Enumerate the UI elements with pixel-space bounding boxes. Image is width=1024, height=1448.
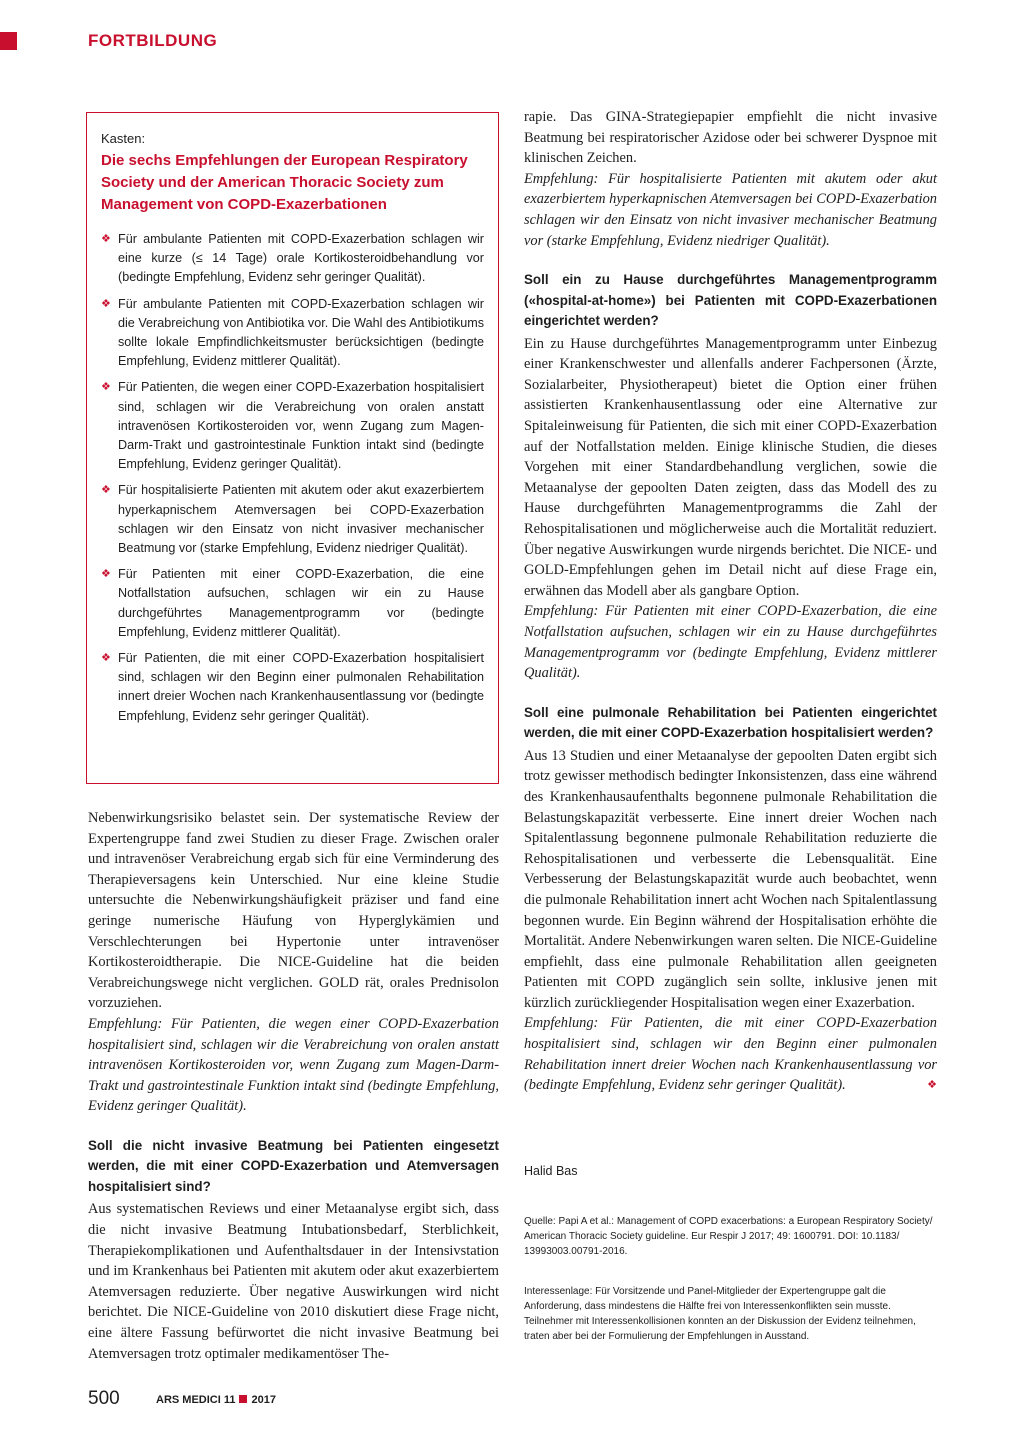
body-paragraph: Ein zu Hause durchgeführtes Managementprogramm unter Einbezug einer Krankenschwester und allenfalls anderer Fachpersonen (Ärzte, Sozialarbeiter, Physiotherapeut) bietet die Option einer frühen assistierten Krankenhausentlassung oder eine Alternative zur Spitaleinweisung für Patienten, die sich mit einer COPD-Exazerbation auf der Notfallstation melden. Einige klinische Studien, die dieses Vorgehen mit einer Standardbehandlung verglichen, sowie die Metaanalyse der gepoolten Daten zeigten, dass das Modell des zu Hause durchgeführten Managementprogramms die Zahl der Rehospitalisationen und möglicherweise auch die Mortalität reduziert. Über negative Auswirkungen wurde nirgends berichtet. Die NICE- und GOLD-Empfehlungen gehen im Detail nicht auf diese Frage ein, erwähnen das Modell aber als gangbare Option. <box>524 335 937 599</box>
section-color-marker <box>0 32 17 50</box>
recommendation-text: Für Patienten, die mit einer COPD-Exazerbation hospitalisiert sind, schlagen wir den Beginn einer pulmonalen Rehabilitation innert dreier Wochen nach Krankenhausentlassung vor (bedingte Empfehlung, Evidenz sehr geringer Qualität). <box>118 651 484 723</box>
recommendation-paragraph: Empfehlung: Für Patienten mit einer COPD-Exazerbation, die eine Notfallstation aufsuchen, schlagen wir ein zu Hause durchgeführtes Managementprogramm vor (bedingte Empfehlung, Evidenz mittlerer Qualität). <box>524 603 937 682</box>
diamond-bullet-icon: ❖ <box>101 297 111 310</box>
conflict-of-interest-note: Interessenlage: Für Vorsitzende und Panel-Mitglieder der Expertengruppe galt die Anforderung, dass mindestens die Hälfte frei von Interessenkonflikten sein musste. Teilnehmer mit Interessenkollisionen konnten an der Diskussion der Evidenz teilnehmen, traten aber bei der Formulierung der Empfehlungen in Ausstand. <box>524 1286 916 1342</box>
end-of-article-icon: ❖ <box>927 1079 937 1092</box>
diamond-bullet-icon: ❖ <box>101 652 111 665</box>
diamond-bullet-icon: ❖ <box>101 233 111 245</box>
source-note: Quelle: Papi A et al.: Management of COPD exacerbations: a European Respiratory Society/ American Thoracic Society guideline. Eur Respir J 2017; 49: 1600791. DOI: 10.1183/ 13993003.00791-2016. <box>524 1216 933 1257</box>
recommendation-item <box>101 649 484 726</box>
box-title: Die sechs Empfehlungen der European Respiratory Society und der American Thoracic Society zum Management von COPD-Exazerbationen <box>101 152 468 213</box>
recommendation-text: Für hospitalisierte Patienten mit akutem oder akut exazerbiertem hyperkapnischem Atemversagen bei COPD-Exazerbation schlagen wir den Einsatz von nicht invasiver mechanischer Beatmung vor (starke Empfehlung, Evidenz niedriger Qualität). <box>118 483 484 556</box>
recommendation-list <box>101 230 484 726</box>
author-name: Halid Bas <box>524 1164 578 1178</box>
journal-footer <box>156 1391 276 1409</box>
recommendation-item <box>101 230 484 288</box>
recommendation-paragraph: Empfehlung: Für Patienten, die wegen einer COPD-Exazerbation hospitalisiert sind, schlagen wir die Verabreichung von oralen anstatt intravenösen Kortikosteroiden vor, wenn Zugang zum Magen-Darm-Trakt und gastrointestinale Funktion intakt sind (bedingte Empfehlung, Evidenz geringer Qualität). <box>88 1015 499 1115</box>
body-paragraph: Aus systematischen Reviews und einer Metaanalyse ergibt sich, dass die nicht invasive Beatmung Intubationsbedarf, Sterblichkeit, Therapiekomplikationen und Aufenthaltsdauer in der Intensivstation und im Krankenhaus bei Patienten mit akutem oder akut exazerbiertem Atemversagen reduzierte. Über negative Auswirkungen wird nicht berichtet. Die NICE-Guideline von 2010 diskutiert diese Frage nicht, eine ältere Fassung befürwortet die nicht invasive Beatmung bei Atemversagen trotz optimaler medikamentöser The- <box>88 1201 499 1362</box>
body-paragraph: Nebenwirkungsrisiko belastet sein. Der systematische Review der Expertengruppe fand zwei Studien zu dieser Frage. Zwischen oraler und intravenöser Verabreichung ergab sich für eine Verminderung des Therapieversagens kein Unterschied. Nur eine kleine Studie untersuchte die Nebenwirkungshäufigkeit präziser und fand eine geringe numerische Häufung von Hyperglykämien und Verschlechterungen bei Hypertonie unter intravenöser Kortikosteroidtherapie. Die NICE-Guideline hat die beiden Verabreichungswege nicht verglichen. GOLD rät, orales Prednisolon vorzuziehen. <box>88 810 499 1012</box>
recommendation-item <box>101 295 484 372</box>
recommendation-item <box>101 378 484 474</box>
body-paragraph: rapie. Das GINA-Strategiepapier empfiehlt die nicht invasive Beatmung bei respiratorischer Azidose oder bei schwerer Dyspnoe mit klinischen Zeichen. <box>524 109 937 167</box>
recommendation-item <box>101 565 484 642</box>
section-heading: Soll eine pulmonale Rehabilitation bei Patienten eingerichtet werden, die mit einer COPD-Exazerbation hospitalisiert werden? <box>524 704 937 741</box>
diamond-bullet-icon: ❖ <box>101 484 111 497</box>
diamond-bullet-icon: ❖ <box>101 568 111 581</box>
body-paragraph: Aus 13 Studien und einer Metaanalyse der gepoolten Daten ergibt sich trotz gewisser methodisch bedingter Inkonsistenzen, dass eine während des Krankenhausaufenthalts begonnene pulmonale Rehabilitation die Belastungskapazität verbesserte. Eine innert dreier Wochen nach Spitalentlassung begonnene pulmonale Rehabilitation reduzierte die Rehospitalisationen und verbesserte die Lebensqualität. Eine Verbesserung der Belastungskapazität wurde auch beobachtet, wenn die pulmonale Rehabilitation innert acht Wochen nach Spitalentlassung begonnen wurde. Ein Beginn während der Hospitalisation erhöhte die Mortalität. Andere Nebenwirkungen waren selten. Die NICE-Guideline empfiehlt, dass eine pulmonale Rehabilitation allen geeigneten Patienten mit COPD zugänglich sein sollte, inklusive jenen mit kürzlich zurückliegender Hospitalisation wegen einer Exazerbation. <box>524 747 937 1011</box>
recommendation-text: Empfehlung: Für Patienten, die mit einer COPD-Exazerbation hospitalisiert sind, schlagen wir den Beginn einer pulmonalen Rehabilitation innert dreier Wochen nach Krankenhausentlassung vor (bedingte Empfehlung, Evidenz sehr geringer Qualität). <box>524 1015 937 1094</box>
recommendation-box <box>86 112 499 784</box>
page-number: 500 <box>88 1388 120 1409</box>
recommendation-text: Für Patienten mit einer COPD-Exazerbation, die eine Notfallstation aufsuchen, schlagen wir ein zu Hause durchgeführtes Managementprogramm vor (bedingte Empfehlung, Evidenz mittlerer Qualität). <box>118 567 484 639</box>
right-column <box>524 107 937 1096</box>
recommendation-paragraph <box>524 1013 937 1095</box>
left-column <box>88 808 499 1364</box>
box-label: Kasten: <box>101 131 146 146</box>
section-header: FORTBILDUNG <box>88 31 218 50</box>
recommendation-text: Für ambulante Patienten mit COPD-Exazerbation schlagen wir die Verabreichung von Antibiotika vor. Die Wahl des Antibiotikums sollte lokale Empfindlichkeitsmuster berücksichtigen (bedingte Empfehlung, Evidenz mittlerer Qualität). <box>118 296 484 369</box>
recommendation-paragraph: Empfehlung: Für hospitalisierte Patienten mit akutem oder akut exazerbiertem hyperkapnischen Atemversagen bei COPD-Exazerbation schlagen wir den Einsatz von nicht invasiver mechanischer Beatmung vor (starke Empfehlung, Evidenz niedriger Qualität). <box>524 170 937 249</box>
recommendation-text: Für Patienten, die wegen einer COPD-Exazerbation hospitalisiert sind, schlagen wir die Verabreichung von oralen anstatt intravenösen Kortikosteroiden vor, wenn Zugang zum Magen-Darm-Trakt und gastrointestinale Funktion intakt sind (bedingte Empfehlung, Evidenz geringer Qualität). <box>118 380 484 472</box>
journal-name: ARS MEDICI 11 <box>156 1394 236 1406</box>
section-heading: Soll ein zu Hause durchgeführtes Managementprogramm («hospital-at-home») bei Patienten mit COPD-Exazerbationen eingerichtet werden? <box>524 272 937 329</box>
recommendation-text: Für ambulante Patienten mit COPD-Exazerbation schlagen wir eine kurze (≤ 14 Tage) orale Kortikosteroidbehandlung vor (bedingte Empfehlung, Evidenz sehr geringer Qualität). <box>118 232 484 285</box>
diamond-bullet-icon: ❖ <box>101 381 111 394</box>
recommendation-item <box>101 481 484 558</box>
section-heading: Soll die nicht invasive Beatmung bei Patienten eingesetzt werden, die mit einer COPD-Exazerbation und Atemversagen hospitalisiert sind? <box>88 1137 499 1194</box>
separator-square-icon <box>239 1395 247 1403</box>
journal-year: 2017 <box>251 1394 276 1406</box>
